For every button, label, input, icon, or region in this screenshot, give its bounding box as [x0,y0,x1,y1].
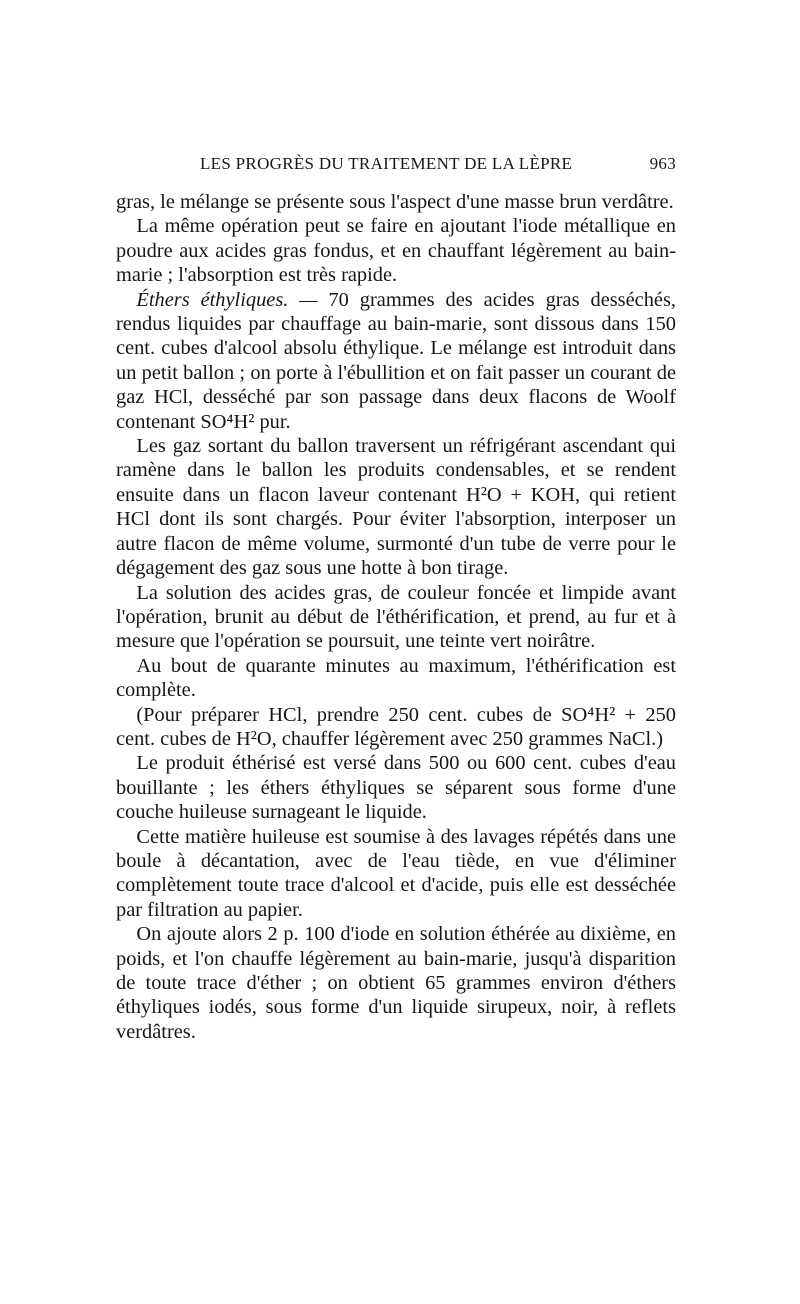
paragraph: La même opération peut se faire en ajoutant l'iode métallique en poudre aux acides gras fondus, et en chauffant légèrement au bain-marie ; l'absorption est très rapide. [116,215,676,287]
paragraph: La solution des acides gras, de couleur foncée et limpide avant l'opération, brunit au début de l'éthérification, et prend, au fur et à mesure que l'opération se poursuit, une teinte vert noirâtre. [116,581,676,653]
paragraph: Les gaz sortant du ballon traversent un réfrigérant ascendant qui ramène dans le ballon les produits condensables, et se rendent ensuite dans un flacon laveur contenant H²O + KOH, qui retient HCl dont ils sont chargés. Pour éviter l'absorption, interposer un autre flacon de même volume, surmonté d'un tube de verre pour le dégagement des gaz sous une hotte à bon tirage. [116,435,676,580]
paragraph-ethers [116,288,676,434]
section-heading-ethers: Éthers éthyliques. — [136,288,318,311]
running-title: LES PROGRÈS DU TRAITEMENT DE LA LÈPRE [200,154,573,173]
paragraph: gras, le mélange se présente sous l'aspect d'une masse brun verdâtre. [116,191,674,213]
paragraph: Au bout de quarante minutes au maximum, l'éthérification est complète. [116,654,676,702]
paragraph: On ajoute alors 2 p. 100 d'iode en solution éthérée au dixième, en poids, et l'on chauffe légèrement au bain-marie, jusqu'à disparition de toute trace d'éther ; on obtient 65 grammes environ d'éthers éthyliques iodés, sous forme d'un liquide sirupeux, noir, à reflets verdâtres. [116,923,676,1043]
paragraph: (Pour préparer HCl, prendre 250 cent. cubes de SO⁴H² + 250 cent. cubes de H²O, chauffer légèrement avec 250 grammes NaCl.) [116,703,676,750]
paragraph: Le produit éthérisé est versé dans 500 ou 600 cent. cubes d'eau bouillante ; les éthers éthyliques se séparent sous forme d'une couche huileuse surnageant le liquide. [116,752,676,824]
page-number: 963 [649,154,676,173]
paragraph-ethers-text: 70 grammes des acides gras desséchés, rendus liquides par chauffage au bain-marie, sont dissous dans 150 cent. cubes d'alcool absolu éthylique. Le mélange est introduit dans un petit ballon ; on porte à l'ébullition et on fait passer un courant de gaz HCl, desséché par son passage dans deux flacons de Woolf contenant SO⁴H² pur. [116,288,676,433]
running-header [116,154,676,174]
body-text [116,190,676,1044]
page [116,154,676,1044]
paragraph: Cette matière huileuse est soumise à des lavages répétés dans une boule à décantation, avec de l'eau tiède, en vue d'éliminer complètement toute trace d'alcool et d'acide, puis elle est desséchée par filtration au papier. [116,825,676,921]
